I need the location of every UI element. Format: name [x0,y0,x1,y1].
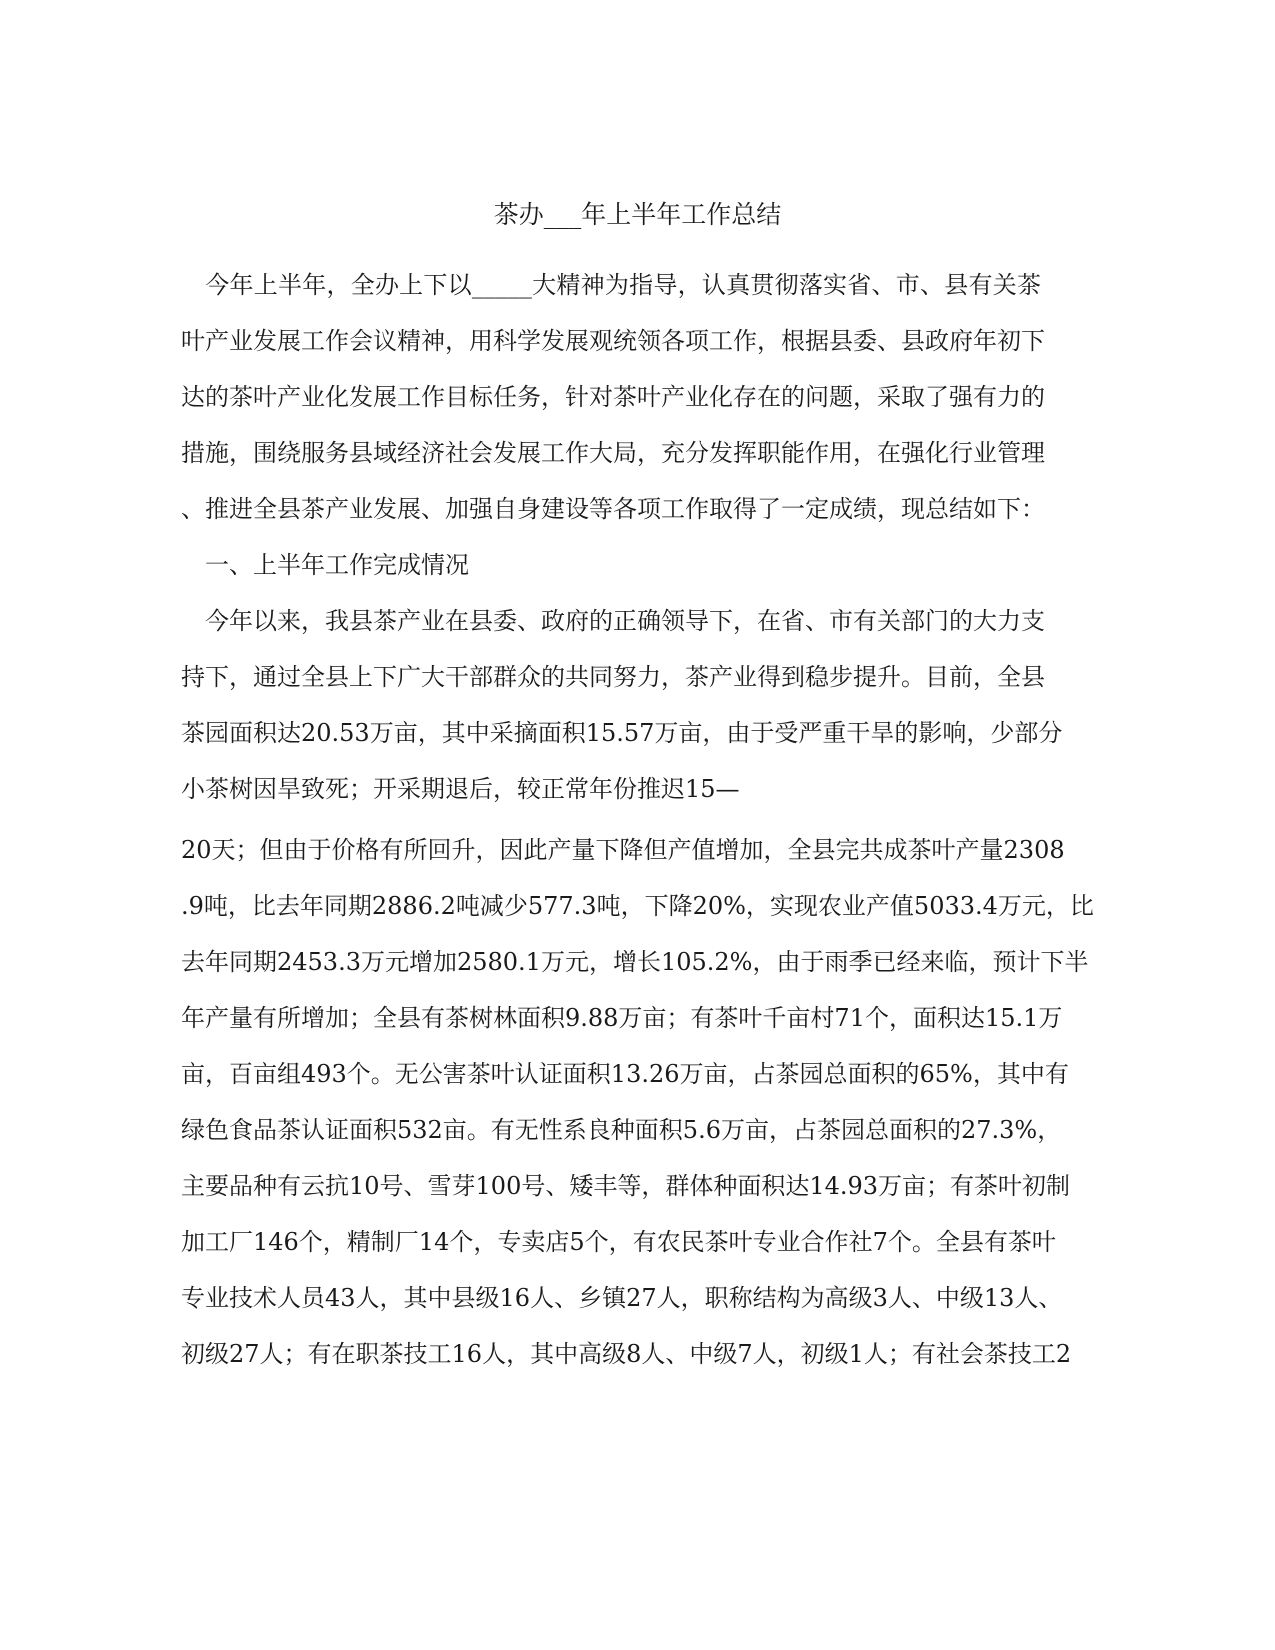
paragraph-line: 年产量有所增加；全县有茶树林面积9.88万亩；有茶叶千亩村71个，面积达15.1万 [181,1004,1063,1032]
paragraph-line: 今年上半年，全办上下以_____大精神为指导，认真贯彻落实省、市、县有关茶 [181,271,1041,299]
paragraph-line: 叶产业发展工作会议精神，用科学发展观统领各项工作，根据县委、县政府年初下 [181,327,1045,355]
paragraph-line: 、推进全县茶产业发展、加强自身建设等各项工作取得了一定成绩，现总结如下： [181,495,1045,523]
paragraph-line: 达的茶叶产业化发展工作目标任务，针对茶叶产业化存在的问题，采取了强有力的 [181,383,1045,411]
paragraph-line: 主要品种有云抗10号、雪芽100号、矮丰等，群体种面积达14.93万亩；有茶叶初制 [181,1172,1071,1200]
paragraph-line: 持下，通过全县上下广大干部群众的共同努力，茶产业得到稳步提升。目前，全县 [181,663,1045,691]
section-heading: 一、上半年工作完成情况 [181,551,469,579]
paragraph-line: 亩，百亩组493个。无公害茶叶认证面积13.26万亩，占茶园总面积的65%，其中有 [181,1060,1069,1088]
paragraph-line: 绿色食品茶认证面积532亩。有无性系良种面积5.6万亩，占茶园总面积的27.3%， [181,1116,1062,1144]
paragraph-line: .9吨，比去年同期2886.2吨减少577.3吨，下降20%，实现农业产值5033.4万元，比 [181,892,1094,920]
paragraph-line: 茶园面积达20.53万亩，其中采摘面积15.57万亩，由于受严重干旱的影响，少部分 [181,719,1063,747]
document-title: 茶办___年上半年工作总结 [493,200,782,229]
paragraph-line: 20天；但由于价格有所回升，因此产量下降但产值增加，全县完共成茶叶产量2308 [181,836,1065,864]
paragraph-line: 措施，围绕服务县域经济社会发展工作大局，充分发挥职能作用，在强化行业管理 [181,439,1045,467]
paragraph-line: 加工厂146个，精制厂14个，专卖店5个，有农民茶叶专业合作社7个。全县有茶叶 [181,1228,1056,1256]
paragraph-line: 初级27人；有在职茶技工16人，其中高级8人、中级7人，初级1人；有社会茶技工2 [181,1340,1072,1368]
paragraph-line: 今年以来，我县茶产业在县委、政府的正确领导下，在省、市有关部门的大力支 [181,607,1045,635]
paragraph-line: 去年同期2453.3万元增加2580.1万元，增长105.2%，由于雨季已经来临，预计下半 [181,948,1089,976]
paragraph-line: 小茶树因旱致死；开采期退后，较正常年份推迟15— [181,775,740,803]
paragraph-line: 专业技术人员43人，其中县级16人、乡镇27人，职称结构为高级3人、中级13人、 [181,1284,1063,1312]
